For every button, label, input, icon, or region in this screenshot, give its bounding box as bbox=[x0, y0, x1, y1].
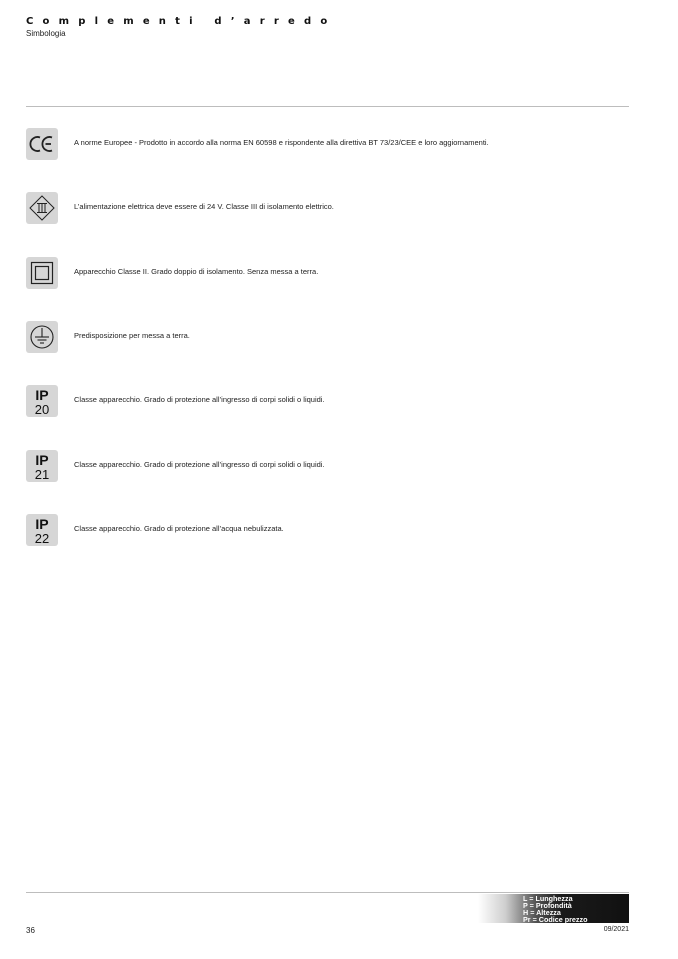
ip-label: IP bbox=[35, 451, 49, 468]
dimension-legend bbox=[478, 894, 629, 923]
ip-label: IP bbox=[35, 386, 49, 403]
symbol-description: Classe apparecchio. Grado di protezione all’acqua nebulizzata. bbox=[74, 524, 284, 533]
ip20-icon bbox=[26, 385, 58, 417]
symbol-row-ip20 bbox=[26, 385, 626, 418]
ip22-icon bbox=[26, 514, 58, 546]
class-iii-icon bbox=[26, 192, 58, 224]
symbol-description: Classe apparecchio. Grado di protezione all’ingresso di corpi solidi o liquidi. bbox=[74, 395, 325, 404]
ip-number: 22 bbox=[34, 530, 50, 546]
ip-number: 20 bbox=[34, 401, 50, 417]
symbol-description: Predisposizione per messa a terra. bbox=[74, 331, 190, 340]
page-subtitle: Simbologia bbox=[26, 29, 66, 38]
class-ii-icon bbox=[26, 257, 58, 289]
symbol-row-ip22 bbox=[26, 514, 626, 547]
legend-line: P = Profondità bbox=[523, 901, 572, 910]
ip-number: 21 bbox=[34, 466, 50, 482]
bottom-divider bbox=[26, 892, 629, 893]
symbol-description: Classe apparecchio. Grado di protezione all’ingresso di corpi solidi o liquidi. bbox=[74, 460, 325, 469]
symbol-description: Apparecchio Classe II. Grado doppio di isolamento. Senza messa a terra. bbox=[74, 267, 319, 276]
ip21-icon bbox=[26, 450, 58, 482]
symbol-description: A norme Europee - Prodotto in accordo alla norma EN 60598 e rispondente alla direttiva BT 73/23/CEE e loro aggiornamenti. bbox=[74, 138, 489, 147]
symbol-row-ce bbox=[26, 128, 626, 161]
symbol-row-earth bbox=[26, 321, 626, 354]
ip-label: IP bbox=[35, 515, 49, 532]
symbol-row-class-iii bbox=[26, 192, 626, 225]
symbol-row-class-ii bbox=[26, 257, 626, 290]
page-number: 36 bbox=[26, 926, 35, 935]
legend-line: L = Lunghezza bbox=[523, 894, 573, 903]
symbol-row-ip21 bbox=[26, 450, 626, 483]
legend-line: Pr = Codice prezzo bbox=[523, 915, 588, 924]
page-date: 09/2021 bbox=[603, 926, 629, 933]
page-title: Complementi d’arredo bbox=[26, 16, 337, 27]
symbol-description: L’alimentazione elettrica deve essere di 24 V. Classe III di isolamento elettrico. bbox=[74, 202, 334, 211]
earth-ground-icon bbox=[26, 321, 58, 353]
legend-line: H = Altezza bbox=[523, 908, 561, 917]
ce-mark-icon bbox=[26, 128, 58, 160]
top-divider bbox=[26, 106, 629, 107]
